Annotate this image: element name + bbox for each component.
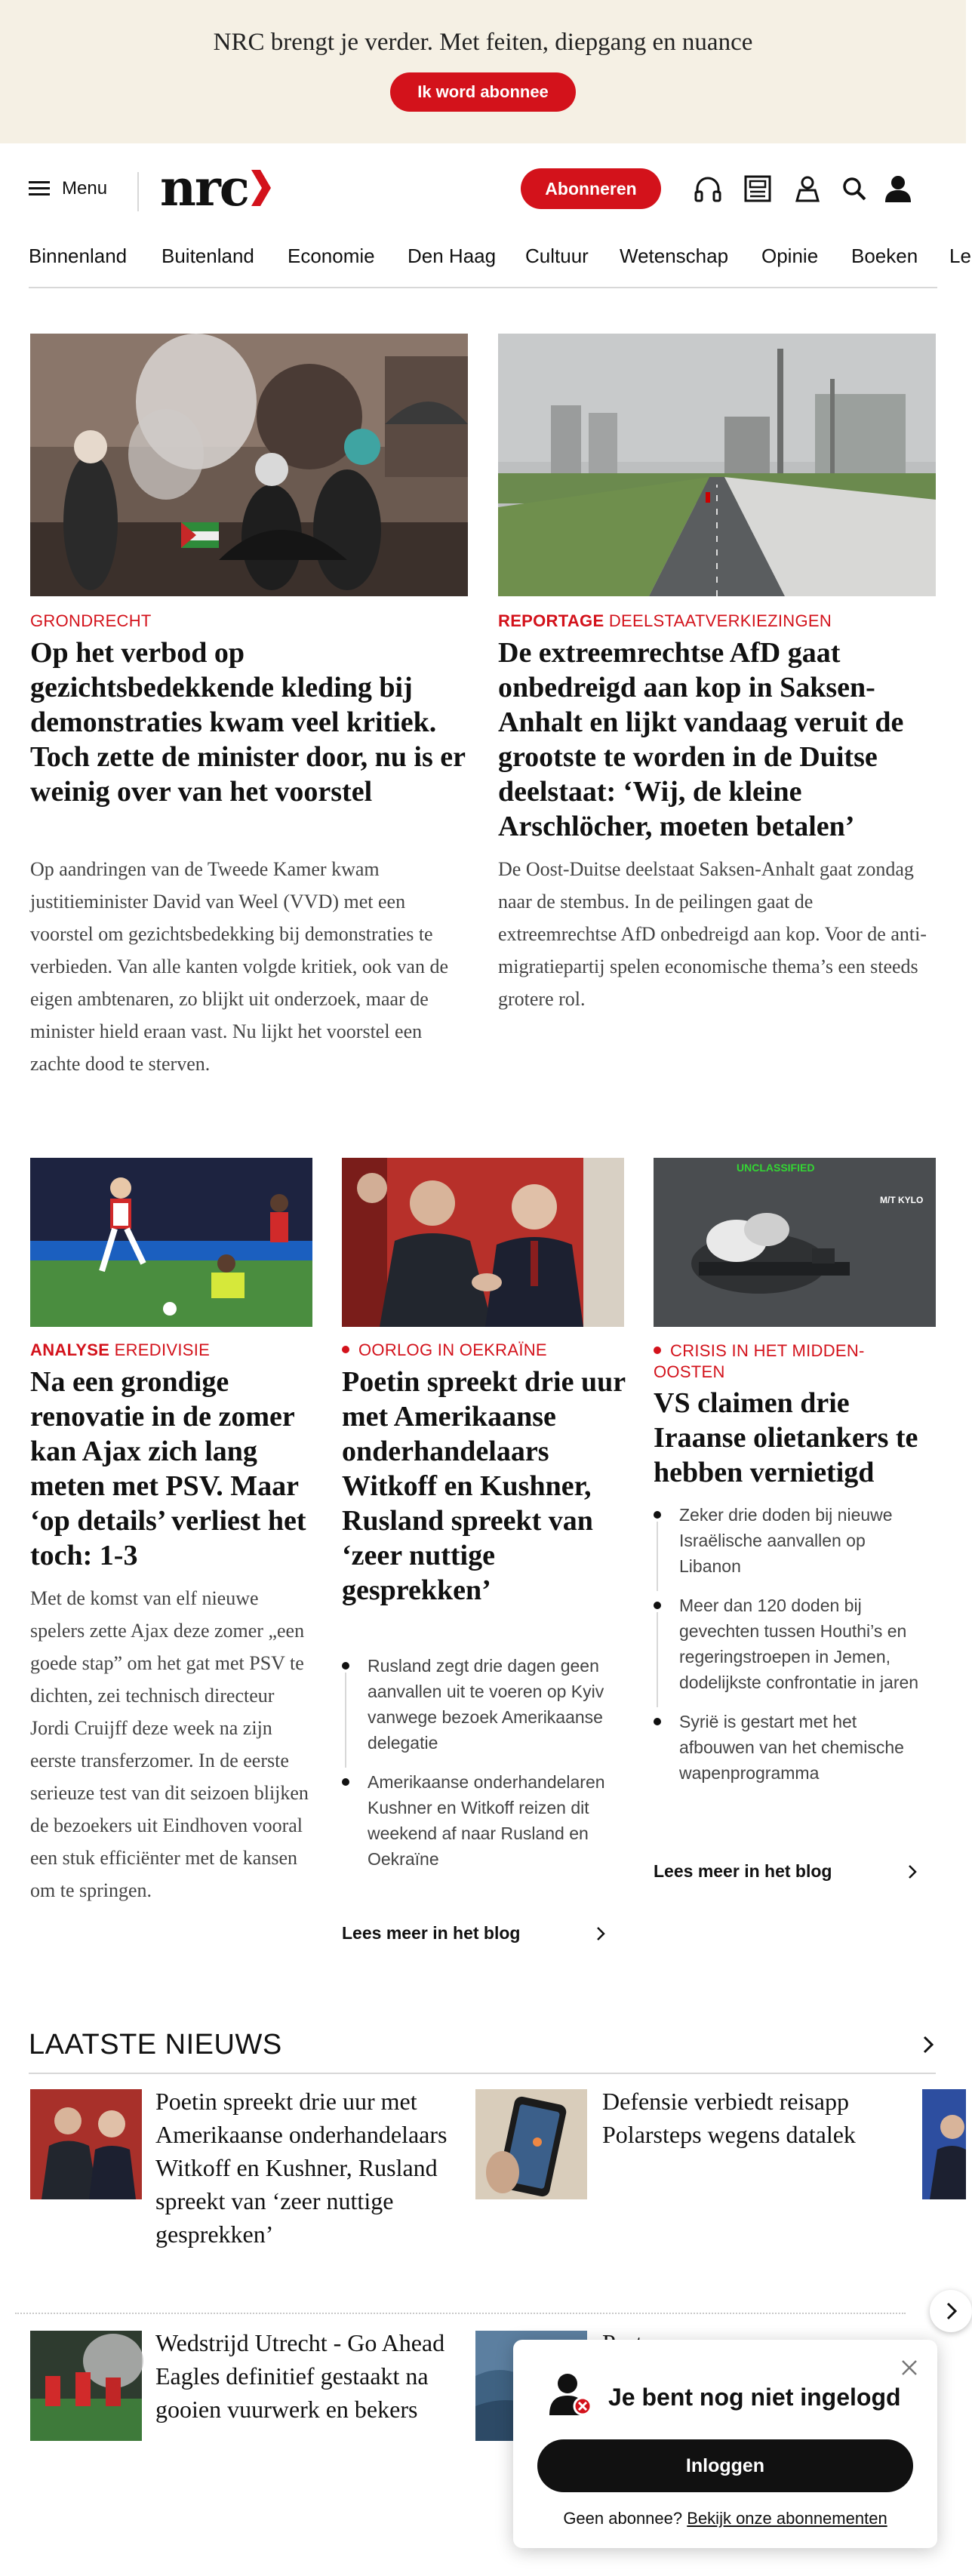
- logo-text: nrc: [160, 158, 248, 217]
- live-update-item[interactable]: Meer dan 120 doden bij gevechten tussen Houthi’s en regeringstroepen in Jemen, dodelijkste confrontatie in jaren: [654, 1593, 925, 1695]
- header-divider: [137, 172, 139, 211]
- article-headline[interactable]: Na een grondige renovatie in de zomer kan Ajax zich lang meten met PSV. Maar ‘op details’ verliest het toch: 1-3: [30, 1366, 306, 1571]
- latest-news-separator: [15, 2313, 906, 2314]
- nav-item-den-haag[interactable]: Den Haag: [408, 245, 497, 267]
- nav-item-more[interactable]: Le: [949, 245, 971, 267]
- latest-news-item[interactable]: Poetin spreekt drie uur met Amerikaanse onderhandelaars Witkoff en Kushner, Rusland spreekt van ‘zeer nuttige gesprekken’: [155, 2088, 448, 2248]
- hamburger-icon: [29, 181, 50, 196]
- read-blog-label: Lees meer in het blog: [654, 1861, 832, 1881]
- article-summary: De Oost-Duitse deelstaat Saksen-Anhalt gaat zondag naar de stembus. In de peilingen gaat de extreemrechtse AfD onbedreigd aan kop. Voor de anti-migratiepartij spelen economische thema’s een steeds grotere rol.: [498, 858, 927, 1010]
- article-headline[interactable]: VS claimen drie Iraanse olietankers te hebben vernietigd: [654, 1387, 918, 1488]
- login-popup: [513, 2340, 937, 2548]
- carousel-next-button[interactable]: [930, 2290, 972, 2332]
- article-summary: Met de komst van elf nieuwe spelers zette Ajax deze zomer „een goede stap” om het gat met PSV te dichten, zei technisch directeur Jordi Cruijff deze week na zijn eerste transferzomer. In de eerste serieuze test van dit seizoen blijken de bezoekers uit Eindhoven vooral een stuk efficiënter met de kansen om te springen.: [30, 1587, 309, 1901]
- image-label-ship: M/T KYLO: [880, 1195, 924, 1205]
- article-kicker: [654, 1340, 925, 1383]
- nav-item-opinie[interactable]: Opinie: [761, 245, 819, 267]
- live-update-item[interactable]: Syrië is gestart met het afbouwen van het chemische wapenprogramma: [654, 1709, 925, 1786]
- subscribe-promo-button[interactable]: Ik word abonnee: [390, 72, 576, 112]
- promo-text: NRC brengt je verder. Met feiten, diepgang en nuance: [213, 29, 753, 56]
- menu-label: Menu: [62, 178, 108, 199]
- article-summary: Op aandringen van de Tweede Kamer kwam justitieminister David van Weel (VVD) met een voorstel om gezichtsbedekking bij demonstraties te verbieden. Van alle kanten volgde kritiek, ook van de eigen ambtenaren, zo blijkt uit onderzoek, maar de minister hield eraan vast. Nu lijkt het voorstel een zachte dood te sterven.: [30, 858, 449, 1075]
- latest-news-divider: [29, 2073, 936, 2074]
- close-icon[interactable]: [900, 2358, 919, 2377]
- chevron-right-icon: [907, 1864, 918, 1880]
- logo-arrow-icon: [250, 167, 272, 209]
- view-subscriptions-link[interactable]: Bekijk onze abonnementen: [687, 2509, 887, 2528]
- chevron-right-icon[interactable]: [922, 2035, 934, 2054]
- logged-out-user-icon: [546, 2370, 595, 2418]
- latest-thumb[interactable]: [30, 2331, 142, 2441]
- kicker-section: EREDIVISIE: [114, 1340, 211, 1359]
- live-update-item[interactable]: Rusland zegt drie dagen geen aanvallen uit te voeren op Kyiv vanwege bezoek Amerikaanse delegatie: [342, 1653, 614, 1756]
- article-headline[interactable]: Poetin spreekt drie uur met Amerikaanse onderhandelaars Witkoff en Kushner, Rusland spreekt van ‘zeer nuttige gesprekken’: [342, 1366, 626, 1606]
- user-icon[interactable]: [883, 174, 913, 204]
- read-blog-label: Lees meer in het blog: [342, 1923, 521, 1943]
- article-image-meeting[interactable]: [342, 1158, 624, 1327]
- nav-item-buitenland[interactable]: Buitenland: [161, 245, 254, 267]
- section-nav: [29, 240, 971, 288]
- latest-news-item[interactable]: Defensie verbiedt reisapp Polarsteps wegens datalek: [602, 2088, 856, 2148]
- article-image-factory[interactable]: [498, 334, 936, 596]
- nrc-logo[interactable]: [160, 158, 272, 217]
- nav-item-cultuur[interactable]: Cultuur: [525, 245, 589, 267]
- read-blog-link[interactable]: [342, 1923, 606, 1944]
- article-image-protest[interactable]: [30, 334, 468, 596]
- article-headline[interactable]: Op het verbod op gezichtsbedekkende kleding bij demonstraties kwam veel kritiek. Toch zette de minister door, nu is er weinig over van het voorstel: [30, 637, 466, 808]
- chevron-right-icon: [595, 1925, 606, 1942]
- live-dot-icon: [654, 1346, 661, 1354]
- latest-news-title[interactable]: LAATSTE NIEUWS: [29, 2029, 282, 2060]
- kicker-section: CRISIS IN HET MIDDEN-OOSTEN: [654, 1341, 865, 1381]
- login-popup-footer: [513, 2509, 937, 2528]
- headphones-icon[interactable]: [693, 174, 723, 204]
- article-headline[interactable]: De extreemrechtse AfD gaat onbedreigd aan kop in Saksen-Anhalt en lijkt vandaag veruit de grootste te worden in de Duitse deelstaat: ‘Wij, de kleine Arschlöcher, moeten betalen’: [498, 637, 904, 842]
- image-label-unclassified: UNCLASSIFIED: [737, 1162, 815, 1174]
- latest-news-item[interactable]: Wedstrijd Utrecht - Go Ahead Eagles definitief gestaakt na gooien vuurwerk en bekers: [155, 2329, 445, 2423]
- subscribe-button[interactable]: Abonneren: [521, 168, 661, 209]
- article-kicker: [30, 611, 152, 631]
- live-updates-list: [654, 1502, 925, 1799]
- newspaper-icon[interactable]: [743, 174, 773, 204]
- login-button[interactable]: Inloggen: [537, 2439, 913, 2492]
- latest-thumb[interactable]: [475, 2089, 587, 2199]
- live-update-item[interactable]: Zeker drie doden bij nieuwe Israëlische aanvallen op Libanon: [654, 1502, 925, 1579]
- read-blog-link[interactable]: [654, 1861, 918, 1882]
- site-header: [0, 143, 966, 234]
- latest-thumb[interactable]: [30, 2089, 142, 2199]
- promo-banner: [0, 0, 966, 143]
- article-kicker: [30, 1340, 210, 1360]
- nav-item-boeken[interactable]: Boeken: [851, 245, 918, 267]
- nav-item-wetenschap[interactable]: Wetenschap: [620, 245, 729, 267]
- live-updates-list: [342, 1653, 614, 1885]
- article-image-tanker[interactable]: [654, 1158, 936, 1327]
- kicker-label: REPORTAGE: [498, 611, 604, 630]
- article-image-football[interactable]: [30, 1158, 312, 1327]
- chevron-right-icon: [930, 2290, 972, 2332]
- menu-button[interactable]: [29, 172, 107, 205]
- login-popup-title: Je bent nog niet ingelogd: [608, 2384, 901, 2411]
- article-kicker: [498, 611, 832, 631]
- live-dot-icon: [342, 1346, 349, 1353]
- kicker-section: OORLOG IN OEKRAÏNE: [358, 1340, 547, 1359]
- article-kicker: [342, 1340, 547, 1360]
- nav-item-economie[interactable]: Economie: [288, 245, 375, 267]
- kicker-label: ANALYSE: [30, 1340, 110, 1359]
- nav-item-binnenland[interactable]: Binnenland: [29, 245, 128, 267]
- live-update-item[interactable]: Amerikaanse onderhandelaren Kushner en Witkoff reizen dit weekend af naar Rusland en Oekraïne: [342, 1769, 614, 1872]
- kicker-section: GRONDRECHT: [30, 611, 152, 630]
- kicker-section: DEELSTAATVERKIEZINGEN: [608, 611, 832, 630]
- no-subscriber-text: Geen abonnee?: [563, 2509, 683, 2528]
- account-icon[interactable]: [792, 174, 823, 204]
- latest-thumb[interactable]: [922, 2089, 966, 2199]
- search-icon[interactable]: [839, 174, 869, 204]
